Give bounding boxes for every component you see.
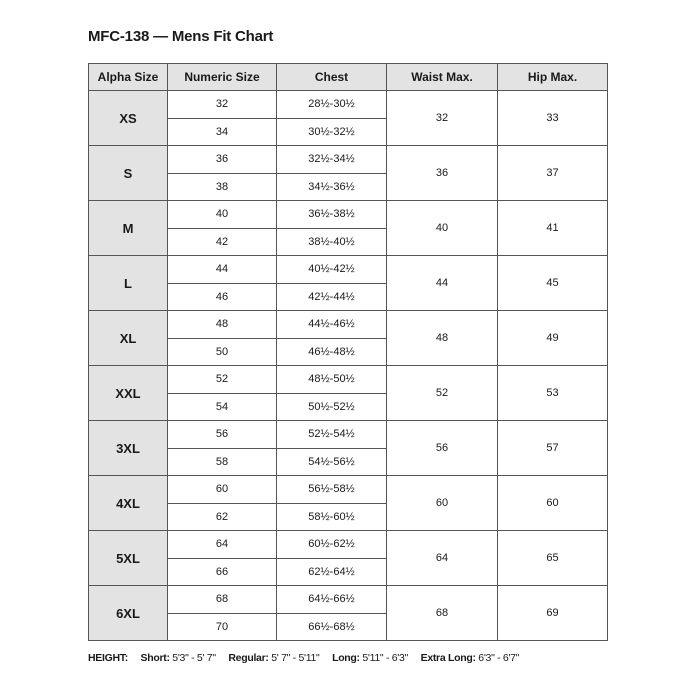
table-row	[89, 201, 608, 229]
chest-cell: 54½-56½	[277, 448, 387, 476]
hip-max-cell: 60	[498, 476, 608, 531]
chest-cell: 40½-42½	[277, 256, 387, 284]
hip-max-cell: 37	[498, 146, 608, 201]
chest-cell: 42½-44½	[277, 283, 387, 311]
numeric-size-cell: 54	[168, 393, 277, 421]
alpha-size-cell: XXL	[89, 366, 168, 421]
numeric-size-cell: 36	[168, 146, 277, 174]
chest-cell: 28½-30½	[277, 91, 387, 119]
col-header-waist-max: Waist Max.	[387, 64, 498, 91]
waist-max-cell: 56	[387, 421, 498, 476]
chest-cell: 36½-38½	[277, 201, 387, 229]
alpha-size-cell: XS	[89, 91, 168, 146]
numeric-size-cell: 66	[168, 558, 277, 586]
chest-cell: 56½-58½	[277, 476, 387, 504]
table-row	[89, 366, 608, 394]
numeric-size-cell: 40	[168, 201, 277, 229]
hip-max-cell: 49	[498, 311, 608, 366]
numeric-size-cell: 62	[168, 503, 277, 531]
waist-max-cell: 40	[387, 201, 498, 256]
chest-cell: 34½-36½	[277, 173, 387, 201]
chest-cell: 62½-64½	[277, 558, 387, 586]
numeric-size-cell: 32	[168, 91, 277, 119]
height-regular-value: 5' 7" - 5'11"	[271, 652, 320, 664]
table-row	[89, 476, 608, 504]
chest-cell: 66½-68½	[277, 613, 387, 641]
chest-cell: 30½-32½	[277, 118, 387, 146]
alpha-size-cell: S	[89, 146, 168, 201]
numeric-size-cell: 70	[168, 613, 277, 641]
alpha-size-cell: 4XL	[89, 476, 168, 531]
header-row	[89, 64, 608, 91]
height-extra-long	[421, 652, 520, 664]
height-regular	[228, 652, 319, 664]
waist-max-cell: 60	[387, 476, 498, 531]
col-header-alpha-size: Alpha Size	[89, 64, 168, 91]
table-body	[89, 91, 608, 641]
size-chart-table	[88, 63, 608, 641]
table-row	[89, 256, 608, 284]
height-footer	[88, 652, 529, 664]
table-row	[89, 146, 608, 174]
chest-cell: 52½-54½	[277, 421, 387, 449]
hip-max-cell: 65	[498, 531, 608, 586]
waist-max-cell: 44	[387, 256, 498, 311]
hip-max-cell: 57	[498, 421, 608, 476]
hip-max-cell: 69	[498, 586, 608, 641]
alpha-size-cell: M	[89, 201, 168, 256]
alpha-size-cell: L	[89, 256, 168, 311]
waist-max-cell: 52	[387, 366, 498, 421]
alpha-size-cell: 6XL	[89, 586, 168, 641]
height-extra-long-value: 6'3" - 6'7"	[478, 652, 520, 664]
table-row	[89, 586, 608, 614]
numeric-size-cell: 38	[168, 173, 277, 201]
waist-max-cell: 48	[387, 311, 498, 366]
chest-cell: 50½-52½	[277, 393, 387, 421]
table-row	[89, 91, 608, 119]
waist-max-cell: 32	[387, 91, 498, 146]
chest-cell: 32½-34½	[277, 146, 387, 174]
height-short	[141, 652, 216, 664]
numeric-size-cell: 56	[168, 421, 277, 449]
chest-cell: 46½-48½	[277, 338, 387, 366]
alpha-size-cell: XL	[89, 311, 168, 366]
chest-cell: 48½-50½	[277, 366, 387, 394]
height-extra-long-label: Extra Long:	[420, 652, 476, 664]
numeric-size-cell: 58	[168, 448, 277, 476]
numeric-size-cell: 64	[168, 531, 277, 559]
numeric-size-cell: 42	[168, 228, 277, 256]
chest-cell: 58½-60½	[277, 503, 387, 531]
numeric-size-cell: 68	[168, 586, 277, 614]
numeric-size-cell: 34	[168, 118, 277, 146]
table-row	[89, 421, 608, 449]
waist-max-cell: 64	[387, 531, 498, 586]
numeric-size-cell: 46	[168, 283, 277, 311]
hip-max-cell: 41	[498, 201, 608, 256]
height-long	[332, 652, 408, 664]
chest-cell: 44½-46½	[277, 311, 387, 339]
col-header-chest: Chest	[277, 64, 387, 91]
chest-cell: 60½-62½	[277, 531, 387, 559]
chest-cell: 64½-66½	[277, 586, 387, 614]
table-row	[89, 531, 608, 559]
numeric-size-cell: 44	[168, 256, 277, 284]
col-header-numeric-size: Numeric Size	[168, 64, 277, 91]
height-label: HEIGHT:	[88, 652, 128, 664]
page-title: MFC-138 — Mens Fit Chart	[88, 28, 274, 45]
chest-cell: 38½-40½	[277, 228, 387, 256]
height-long-value: 5'11" - 6'3"	[362, 652, 408, 664]
numeric-size-cell: 50	[168, 338, 277, 366]
hip-max-cell: 53	[498, 366, 608, 421]
numeric-size-cell: 52	[168, 366, 277, 394]
height-regular-label: Regular:	[228, 652, 269, 664]
col-header-hip-max: Hip Max.	[498, 64, 608, 91]
hip-max-cell: 45	[498, 256, 608, 311]
height-short-label: Short:	[140, 652, 170, 664]
waist-max-cell: 36	[387, 146, 498, 201]
waist-max-cell: 68	[387, 586, 498, 641]
hip-max-cell: 33	[498, 91, 608, 146]
numeric-size-cell: 60	[168, 476, 277, 504]
height-short-value: 5'3" - 5' 7"	[172, 652, 216, 664]
table-row	[89, 311, 608, 339]
alpha-size-cell: 5XL	[89, 531, 168, 586]
height-long-label: Long:	[332, 652, 360, 664]
numeric-size-cell: 48	[168, 311, 277, 339]
table-header	[89, 64, 608, 91]
alpha-size-cell: 3XL	[89, 421, 168, 476]
